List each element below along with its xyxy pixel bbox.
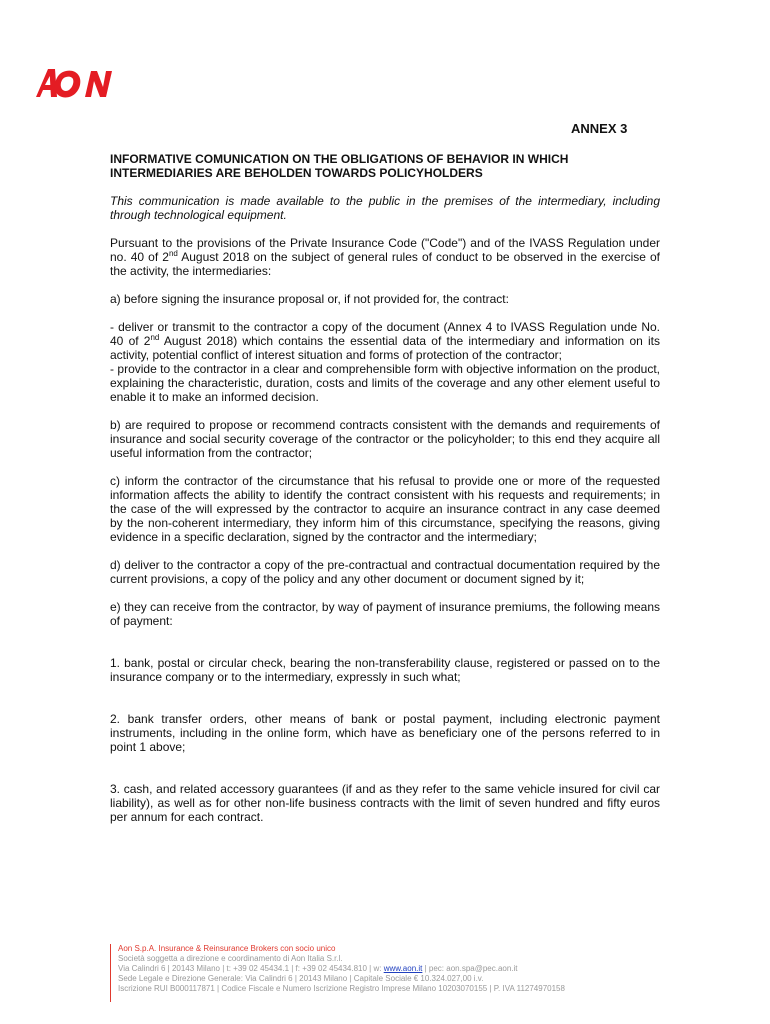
- footer-company-name: Aon S.p.A. Insurance & Reinsurance Brokers con socio unico: [118, 944, 336, 953]
- footer-line-4: Sede Legale e Direzione Generale: Via Calindri 6 | 20143 Milano | Capitale Sociale € 10.324.027,00 i.v.: [118, 974, 484, 983]
- annex-title: ANNEX 3: [571, 121, 628, 136]
- aon-logo: [30, 65, 112, 99]
- item-b: b) are required to propose or recommend contracts consistent with the demands and requirements of insurance and social security coverage of the contractor or the policyholder; to this end they acquire all useful information from the contractor;: [110, 418, 660, 460]
- footer-divider: [110, 944, 111, 1002]
- footer-line-2: Società soggetta a direzione e coordinamento di Aon Italia S.r.l.: [118, 954, 343, 963]
- company-footer: [118, 944, 678, 994]
- item-d: d) deliver to the contractor a copy of the pre-contractual and contractual documentation required by the current provisions, a copy of the policy and any other document or document signed by it;: [110, 558, 660, 586]
- provisions-paragraph: Pursuant to the provisions of the Private Insurance Code ("Code") and of the IVASS Regulation under no. 40 of 2nd August 2018 on the subject of general rules of conduct to be observed in the exercise of the activity, the intermediaries:: [110, 236, 661, 278]
- footer-line-5: Iscrizione RUI B000117871 | Codice Fiscale e Numero Iscrizione Registro Imprese Milano 10203070155 | P. IVA 11274970158: [118, 984, 565, 993]
- website-link[interactable]: www.aon.it: [383, 964, 423, 973]
- payment-2: 2. bank transfer orders, other means of bank or postal payment, including electronic payment instruments, including in the online form, which have as beneficiary one of the persons referred to in point 1 above;: [110, 712, 660, 754]
- item-e: e) they can receive from the contractor, by way of payment of insurance premiums, the following means of payment:: [110, 600, 660, 628]
- footer-line-3: Via Calindri 6 | 20143 Milano | t: +39 02 45434.1 | f: +39 02 45434.810 | w: www.aon.it | pec: aon.spa@pec.aon.it: [118, 964, 518, 973]
- document-body: [110, 152, 660, 838]
- intro-paragraph: This communication is made available to the public in the premises of the intermediary, including through technological equipment.: [110, 194, 660, 222]
- item-c: c) inform the contractor of the circumstance that his refusal to provide one or more of the requested information affects the ability to identify the contract consistent with his requests and requirements; in the case of the will expressed by the contractor to acquire an insurance contract in any case deemed by the non-coherent intermediary, they inform him of this circumstance, specifying the reasons, giving evidence in a specific declaration, signed by the contractor and the intermediary;: [110, 474, 660, 544]
- item-provide: - provide to the contractor in a clear and comprehensible form with objective information on the product, explaining the characteristic, duration, costs and limits of the coverage and any other element useful to enable it to make an informed decision.: [110, 362, 660, 404]
- payment-1: 1. bank, postal or circular check, bearing the non-transferability clause, registered or passed on to the insurance company or to the intermediary, expressly in such what;: [110, 656, 660, 684]
- payment-3: 3. cash, and related accessory guarantees (if and as they refer to the same vehicle insured for civil car liability), as well as for other non-life business contracts with the limit of seven hundred and fifty euros per annum for each contract.: [110, 782, 660, 824]
- item-deliver: - deliver or transmit to the contractor a copy of the document (Annex 4 to IVASS Regulation unde No. 40 of 2nd August 2018) which contains the essential data of the intermediary and information on its activity, potential conflict of interest situation and forms of protection of the contractor;: [110, 320, 661, 362]
- document-heading: INFORMATIVE COMUNICATION ON THE OBLIGATIONS OF BEHAVIOR IN WHICH INTERMEDIARIES ARE BEHOLDEN TOWARDS POLICYHOLDERS: [110, 152, 569, 180]
- item-a: a) before signing the insurance proposal or, if not provided for, the contract:: [110, 292, 509, 306]
